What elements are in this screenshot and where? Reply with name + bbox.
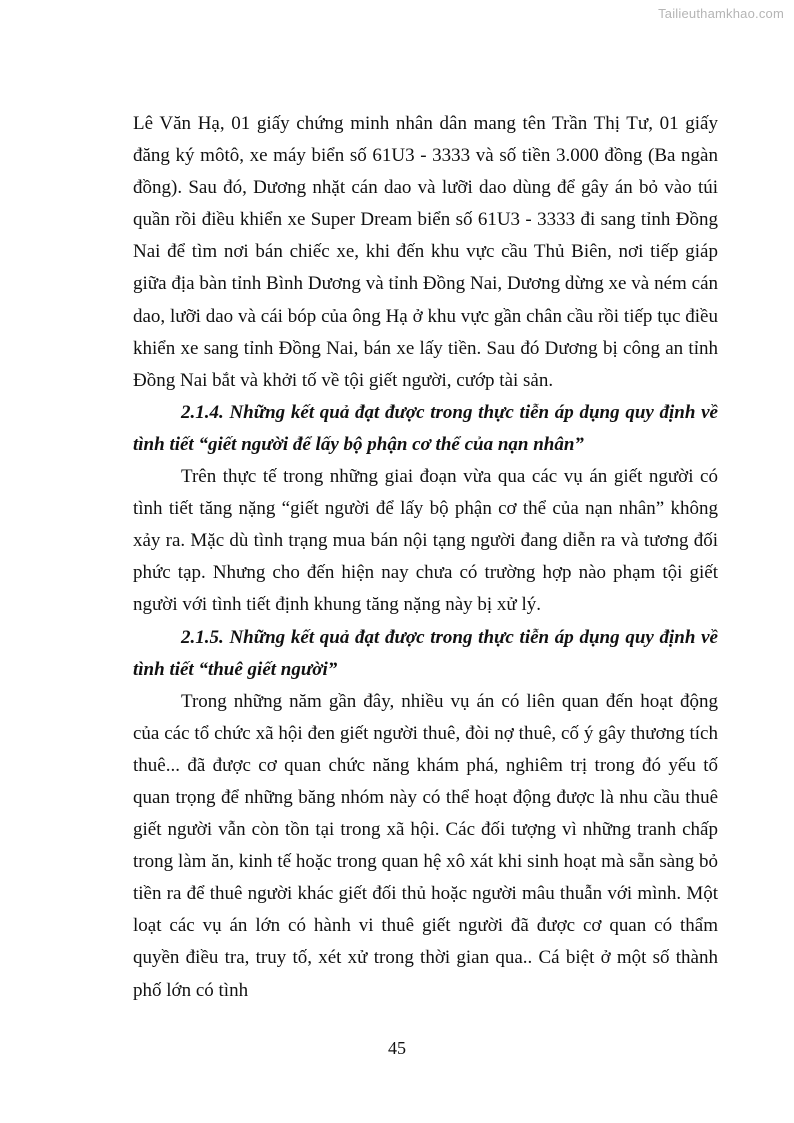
paragraph-continuation: Lê Văn Hạ, 01 giấy chứng minh nhân dân mang tên Trần Thị Tư, 01 giấy đăng ký môtô, xe máy biển số 61U3 - 3333 và số tiền 3.000 đồng (Ba ngàn đồng). Sau đó, Dương nhặt cán dao và lưỡi dao dùng để gây án bỏ vào túi quần rồi điều khiển xe Super Dream biển số 61U3 - 3333 đi sang tỉnh Đồng Nai để tìm nơi bán chiếc xe, khi đến khu vực cầu Thủ Biên, nơi tiếp giáp giữa địa bàn tỉnh Bình Dương và tỉnh Đồng Nai, Dương dừng xe và ném cán dao, lưỡi dao và cái bóp của ông Hạ ở khu vực gần chân cầu rồi tiếp tục điều khiển xe sang tỉnh Đồng Nai, bán xe lấy tiền. Sau đó Dương bị công an tỉnh Đồng Nai bắt và khởi tố về tội giết người, cướp tài sản. [133, 113, 718, 391]
page-number: 45 [388, 1038, 406, 1058]
section-heading-2-1-4: 2.1.4. Những kết quả đạt được trong thực tiễn áp dụng quy định về tình tiết “giết người để lấy bộ phận cơ thể của nạn nhân” [133, 401, 718, 455]
watermark: Tailieuthamkhao.com [658, 6, 784, 21]
paragraph-2-1-5: Trong những năm gần đây, nhiều vụ án có liên quan đến hoạt động của các tổ chức xã hội đen giết người thuê, đòi nợ thuê, cố ý gây thương tích thuê... đã được cơ quan chức năng khám phá, nghiêm trị trong đó yếu tố quan trọng để những băng nhóm này có thể hoạt động được là nhu cầu thuê giết người vẫn còn tồn tại trong xã hội. Các đối tượng vì những tranh chấp trong làm ăn, kinh tế hoặc trong quan hệ xô xát khi sinh hoạt mà sẵn sàng bỏ tiền ra để thuê người khác giết đối thủ hoặc người mâu thuẫn với mình. Một loạt các vụ án lớn có hành vi thuê giết người đã được cơ quan có thẩm quyền điều tra, truy tố, xét xử trong thời gian qua.. Cá biệt ở một số thành phố lớn có tình [133, 690, 718, 1001]
page-body [133, 108, 718, 1007]
paragraph-2-1-4: Trên thực tế trong những giai đoạn vừa qua các vụ án giết người có tình tiết tăng nặng “giết người để lấy bộ phận cơ thể của nạn nhân” không xảy ra. Mặc dù tình trạng mua bán nội tạng người đang diễn ra và tương đối phức tạp. Nhưng cho đến hiện nay chưa có trường hợp nào phạm tội giết người với tình tiết định khung tăng nặng này bị xử lý. [133, 466, 718, 616]
section-heading-2-1-5: 2.1.5. Những kết quả đạt được trong thực tiễn áp dụng quy định về tình tiết “thuê giết người” [133, 626, 718, 680]
